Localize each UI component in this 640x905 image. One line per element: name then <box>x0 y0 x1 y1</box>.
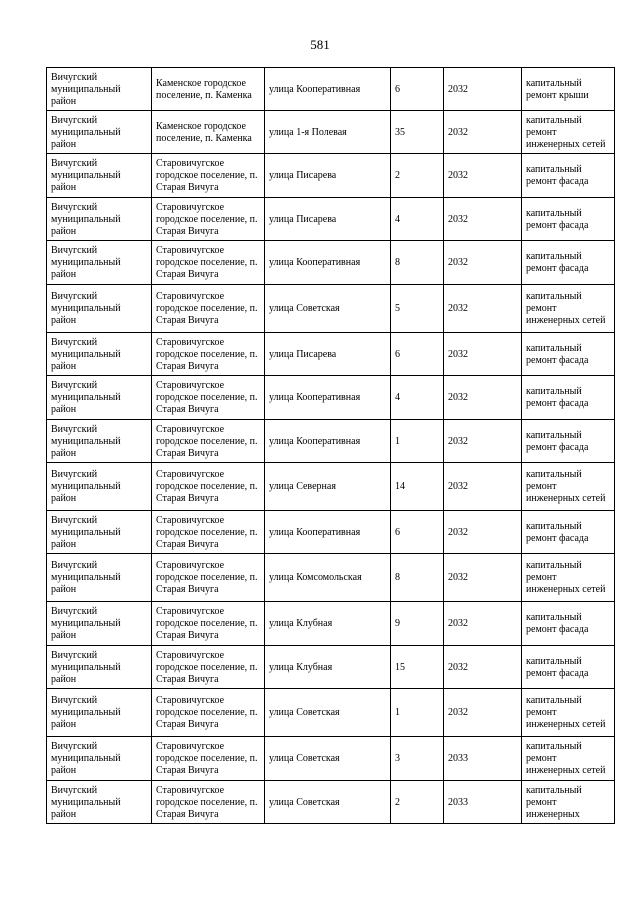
table-row <box>47 111 615 154</box>
house-number-cell: 1 <box>391 420 444 463</box>
work-type-cell: капитальный ремонт фасада <box>522 420 615 463</box>
settlement-cell: Старовичугское городское поселение, п. Старая Вичуга <box>152 737 265 781</box>
street-cell: улица Кооперативная <box>265 420 391 463</box>
year-cell: 2032 <box>444 511 522 554</box>
year-cell: 2032 <box>444 420 522 463</box>
year-cell: 2032 <box>444 376 522 420</box>
district-cell: Вичугский муниципальный район <box>47 154 152 198</box>
district-cell: Вичугский муниципальный район <box>47 285 152 333</box>
street-cell: улица Писарева <box>265 154 391 198</box>
settlement-cell: Старовичугское городское поселение, п. Старая Вичуга <box>152 602 265 646</box>
work-type-cell: капитальный ремонт инженерных сетей <box>522 689 615 737</box>
district-cell: Вичугский муниципальный район <box>47 241 152 285</box>
district-cell: Вичугский муниципальный район <box>47 111 152 154</box>
work-type-cell: капитальный ремонт фасада <box>522 376 615 420</box>
settlement-cell: Каменское городское поселение, п. Каменка <box>152 68 265 111</box>
house-number-cell: 35 <box>391 111 444 154</box>
table-row <box>47 241 615 285</box>
year-cell: 2032 <box>444 241 522 285</box>
work-type-cell: капитальный ремонт инженерных сетей <box>522 111 615 154</box>
street-cell: улица Советская <box>265 285 391 333</box>
year-cell: 2032 <box>444 463 522 511</box>
district-cell: Вичугский муниципальный район <box>47 463 152 511</box>
table-row <box>47 554 615 602</box>
table-row <box>47 333 615 376</box>
district-cell: Вичугский муниципальный район <box>47 376 152 420</box>
street-cell: улица Писарева <box>265 333 391 376</box>
work-type-cell: капитальный ремонт инженерных сетей <box>522 463 615 511</box>
district-cell: Вичугский муниципальный район <box>47 511 152 554</box>
street-cell: улица Кооперативная <box>265 241 391 285</box>
settlement-cell: Старовичугское городское поселение, п. Старая Вичуга <box>152 781 265 824</box>
house-number-cell: 2 <box>391 154 444 198</box>
work-type-cell: капитальный ремонт фасада <box>522 154 615 198</box>
table-row <box>47 198 615 241</box>
street-cell: улица Кооперативная <box>265 376 391 420</box>
settlement-cell: Каменское городское поселение, п. Каменка <box>152 111 265 154</box>
house-number-cell: 2 <box>391 781 444 824</box>
settlement-cell: Старовичугское городское поселение, п. Старая Вичуга <box>152 154 265 198</box>
work-type-cell: капитальный ремонт фасада <box>522 511 615 554</box>
house-number-cell: 1 <box>391 689 444 737</box>
settlement-cell: Старовичугское городское поселение, п. Старая Вичуга <box>152 646 265 689</box>
district-cell: Вичугский муниципальный район <box>47 68 152 111</box>
work-type-cell: капитальный ремонт фасада <box>522 646 615 689</box>
year-cell: 2032 <box>444 333 522 376</box>
table-row <box>47 420 615 463</box>
house-number-cell: 8 <box>391 554 444 602</box>
page-number: 581 <box>310 37 330 52</box>
street-cell: улица 1-я Полевая <box>265 111 391 154</box>
settlement-cell: Старовичугское городское поселение, п. Старая Вичуга <box>152 511 265 554</box>
table-row <box>47 689 615 737</box>
house-number-cell: 15 <box>391 646 444 689</box>
table-row <box>47 511 615 554</box>
registry-table-body <box>47 68 615 824</box>
settlement-cell: Старовичугское городское поселение, п. Старая Вичуга <box>152 554 265 602</box>
district-cell: Вичугский муниципальный район <box>47 646 152 689</box>
table-row <box>47 154 615 198</box>
district-cell: Вичугский муниципальный район <box>47 333 152 376</box>
settlement-cell: Старовичугское городское поселение, п. Старая Вичуга <box>152 241 265 285</box>
settlement-cell: Старовичугское городское поселение, п. Старая Вичуга <box>152 333 265 376</box>
district-cell: Вичугский муниципальный район <box>47 420 152 463</box>
street-cell: улица Советская <box>265 737 391 781</box>
work-type-cell: капитальный ремонт инженерных <box>522 781 615 824</box>
district-cell: Вичугский муниципальный район <box>47 554 152 602</box>
year-cell: 2033 <box>444 737 522 781</box>
year-cell: 2032 <box>444 198 522 241</box>
year-cell: 2032 <box>444 111 522 154</box>
year-cell: 2032 <box>444 554 522 602</box>
year-cell: 2033 <box>444 781 522 824</box>
table-row <box>47 781 615 824</box>
street-cell: улица Писарева <box>265 198 391 241</box>
district-cell: Вичугский муниципальный район <box>47 689 152 737</box>
street-cell: улица Северная <box>265 463 391 511</box>
district-cell: Вичугский муниципальный район <box>47 198 152 241</box>
work-type-cell: капитальный ремонт фасада <box>522 198 615 241</box>
table-row <box>47 646 615 689</box>
house-number-cell: 3 <box>391 737 444 781</box>
house-number-cell: 6 <box>391 68 444 111</box>
street-cell: улица Клубная <box>265 646 391 689</box>
work-type-cell: капитальный ремонт крыши <box>522 68 615 111</box>
table-row <box>47 463 615 511</box>
house-number-cell: 4 <box>391 198 444 241</box>
settlement-cell: Старовичугское городское поселение, п. Старая Вичуга <box>152 285 265 333</box>
street-cell: улица Кооперативная <box>265 511 391 554</box>
house-number-cell: 14 <box>391 463 444 511</box>
year-cell: 2032 <box>444 285 522 333</box>
district-cell: Вичугский муниципальный район <box>47 781 152 824</box>
street-cell: улица Советская <box>265 781 391 824</box>
work-type-cell: капитальный ремонт инженерных сетей <box>522 737 615 781</box>
work-type-cell: капитальный ремонт фасада <box>522 333 615 376</box>
work-type-cell: капитальный ремонт фасада <box>522 241 615 285</box>
settlement-cell: Старовичугское городское поселение, п. Старая Вичуга <box>152 198 265 241</box>
table-row <box>47 602 615 646</box>
year-cell: 2032 <box>444 689 522 737</box>
year-cell: 2032 <box>444 68 522 111</box>
settlement-cell: Старовичугское городское поселение, п. Старая Вичуга <box>152 376 265 420</box>
street-cell: улица Кооперативная <box>265 68 391 111</box>
settlement-cell: Старовичугское городское поселение, п. Старая Вичуга <box>152 463 265 511</box>
house-number-cell: 9 <box>391 602 444 646</box>
registry-table <box>46 67 615 824</box>
district-cell: Вичугский муниципальный район <box>47 737 152 781</box>
year-cell: 2032 <box>444 646 522 689</box>
year-cell: 2032 <box>444 154 522 198</box>
house-number-cell: 4 <box>391 376 444 420</box>
house-number-cell: 6 <box>391 333 444 376</box>
settlement-cell: Старовичугское городское поселение, п. Старая Вичуга <box>152 689 265 737</box>
table-row <box>47 737 615 781</box>
house-number-cell: 6 <box>391 511 444 554</box>
street-cell: улица Клубная <box>265 602 391 646</box>
house-number-cell: 8 <box>391 241 444 285</box>
work-type-cell: капитальный ремонт инженерных сетей <box>522 554 615 602</box>
house-number-cell: 5 <box>391 285 444 333</box>
street-cell: улица Советская <box>265 689 391 737</box>
settlement-cell: Старовичугское городское поселение, п. Старая Вичуга <box>152 420 265 463</box>
work-type-cell: капитальный ремонт инженерных сетей <box>522 285 615 333</box>
district-cell: Вичугский муниципальный район <box>47 602 152 646</box>
table-row <box>47 376 615 420</box>
table-row <box>47 68 615 111</box>
table-row <box>47 285 615 333</box>
year-cell: 2032 <box>444 602 522 646</box>
street-cell: улица Комсомольская <box>265 554 391 602</box>
work-type-cell: капитальный ремонт фасада <box>522 602 615 646</box>
